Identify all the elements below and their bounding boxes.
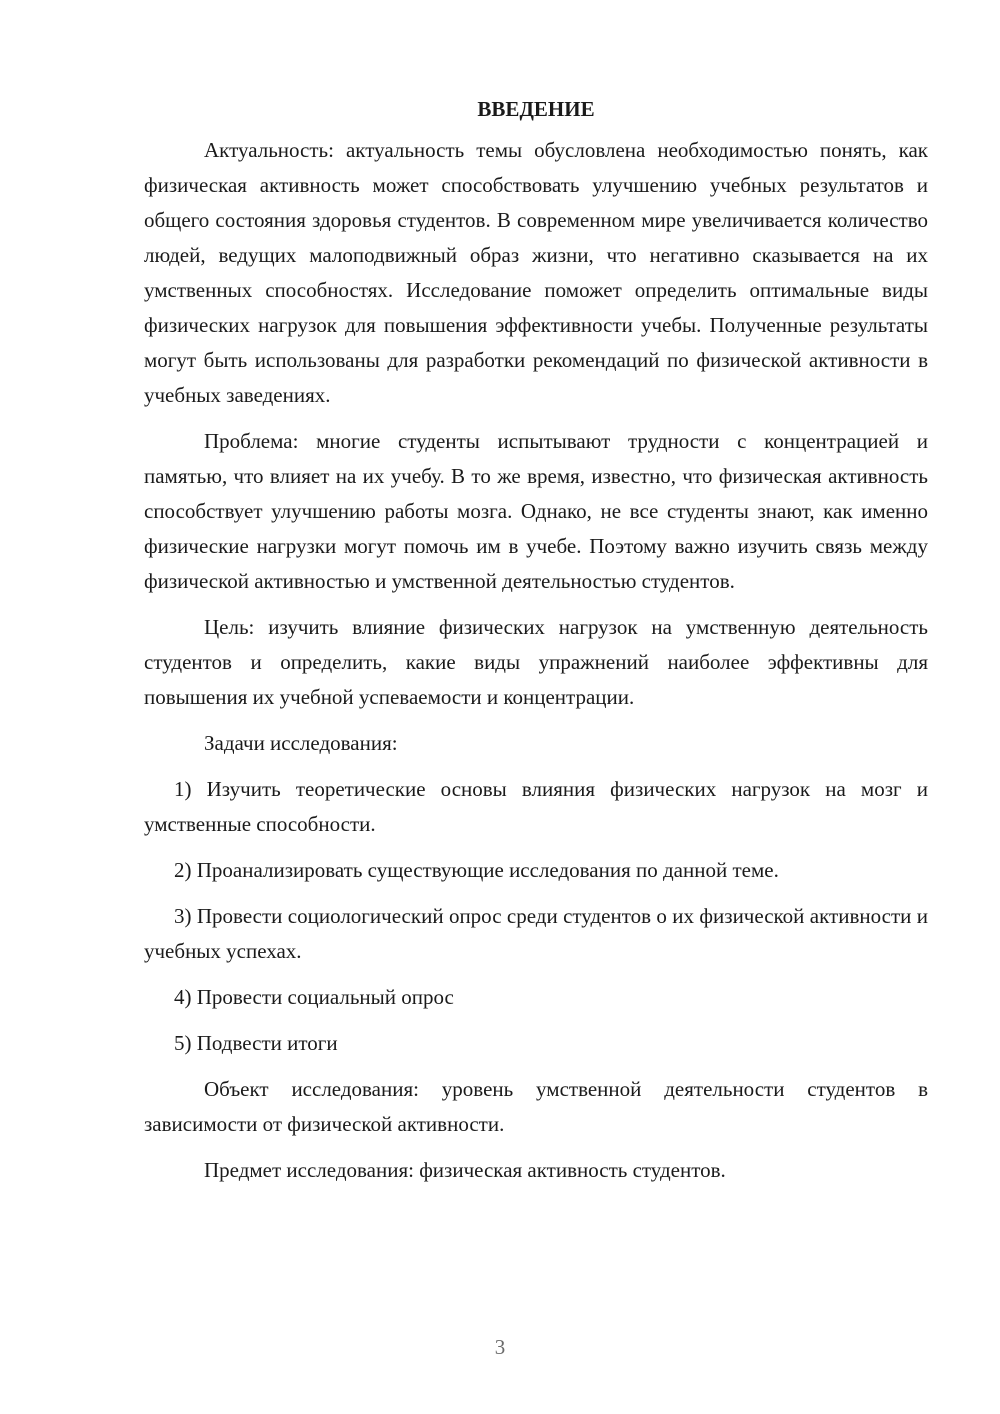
problem-paragraph: Проблема: многие студенты испытывают трудности с концентрацией и памятью, что влияет на их учебу. В то же время, известно, что физическая активность способствует улучшению работы мозга. Однако, не все студенты знают, как именно физические нагрузки могут помочь им в учебе. Поэтому важно изучить связь между физической активностью и умственной деятельностью студентов. (144, 429, 928, 593)
document-page (144, 92, 928, 1188)
tasks-title: Задачи исследования: (204, 731, 398, 755)
goal-paragraph: Цель: изучить влияние физических нагрузок на умственную деятельность студентов и определить, какие виды упражнений наиболее эффективны для повышения их учебной успеваемости и концентрации. (144, 615, 928, 709)
page-number: 3 (494, 1335, 506, 1359)
object-paragraph: Объект исследования: уровень умственной деятельности студентов в зависимости от физической активности. (144, 1077, 928, 1136)
task-item-5: 5) Подвести итоги (174, 1031, 338, 1055)
page-title: ВВЕДЕНИЕ (477, 97, 595, 121)
subject-paragraph: Предмет исследования: физическая активность студентов. (204, 1158, 726, 1182)
relevance-paragraph: Актуальность: актуальность темы обусловлена необходимостью понять, как физическая активность может способствовать улучшению учебных результатов и общего состояния здоровья студентов. В современном мире увеличивается количество людей, ведущих малоподвижный образ жизни, что негативно сказывается на их умственных способностях. Исследование поможет определить оптимальные виды физических нагрузок для повышения эффективности учебы. Полученные результаты могут быть использованы для разработки рекомендаций по физической активности в учебных заведениях. (144, 138, 928, 407)
task-item-3: 3) Провести социологический опрос среди студентов о их физической активности и учебных успехах. (144, 904, 928, 963)
task-item-4: 4) Провести социальный опрос (174, 985, 454, 1009)
task-item-1: 1) Изучить теоретические основы влияния физических нагрузок на мозг и умственные способности. (144, 777, 928, 836)
task-item-2: 2) Проанализировать существующие исследования по данной теме. (174, 858, 779, 882)
